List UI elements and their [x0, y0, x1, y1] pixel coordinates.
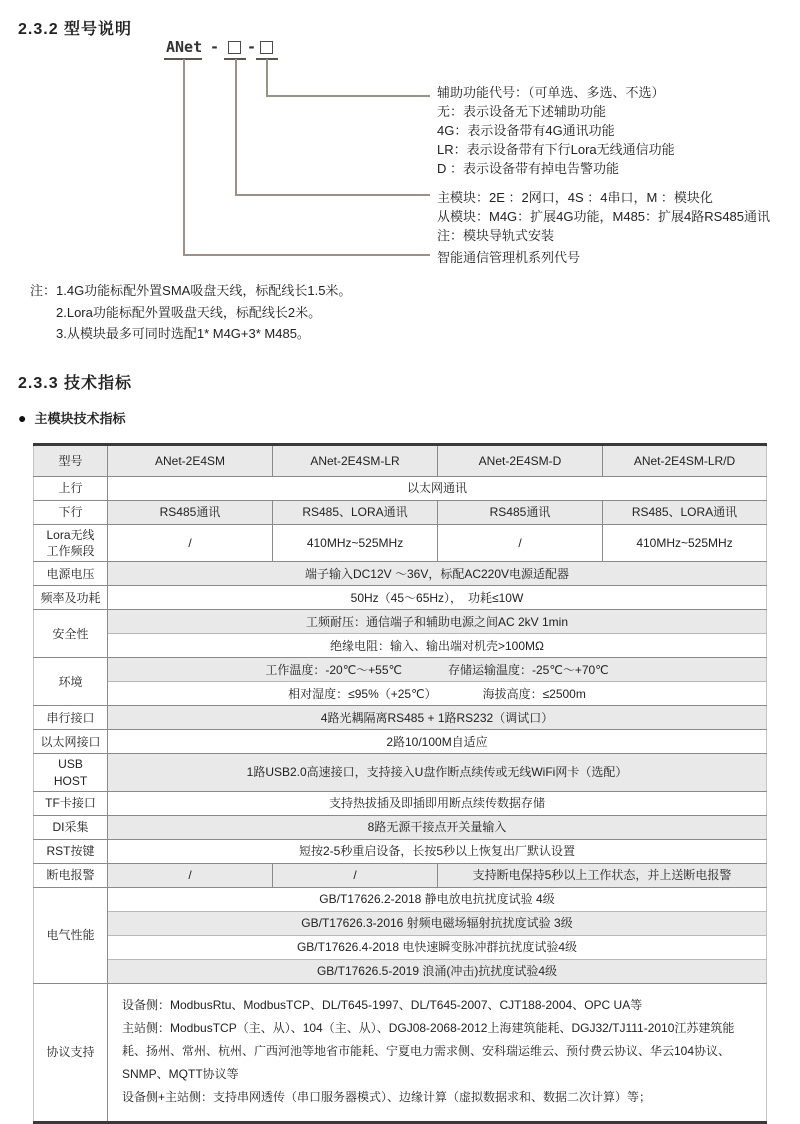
env-humidity: 相对湿度：≤95%（+25℃） [288, 686, 437, 701]
section-heading-specs: 2.3.3 技术指标 [18, 375, 133, 392]
safety-value-2: 绝缘电阻：输入、输出端对机壳>100MΩ [108, 634, 767, 658]
table-row-safety-1 [34, 610, 767, 634]
protocol-line-combined: 设备侧+主站侧：支持串网透传（串口服务器模式）、边缘计算（虚拟数据求和、数据二次计算）等； [122, 1089, 652, 1104]
env-altitude: 海拔高度：≤2500m [482, 686, 586, 701]
connector-vline-module [235, 59, 237, 195]
connector-hline-series [183, 254, 430, 256]
model-code-dash-2: - [247, 38, 257, 56]
table-row-di [34, 815, 767, 839]
table-row-downlink [34, 501, 767, 525]
spec-table [33, 443, 767, 1124]
table-row-usb [34, 754, 767, 791]
specs-subheading [18, 408, 125, 427]
callout-aux-functions [437, 83, 675, 178]
table-row-lora-band [34, 525, 767, 562]
model-code-prefix: ANet [166, 38, 203, 56]
uplink-value: 以太网通讯 [108, 477, 767, 501]
connector-hline-module [235, 194, 430, 196]
row-label-downlink: 下行 [34, 501, 108, 525]
lora-cell-3: / [438, 525, 603, 562]
callout-aux-line-3: 4G：表示设备带有4G通讯功能 [437, 123, 615, 138]
power-value: 端子输入DC12V ～36V，标配AC220V电源适配器 [108, 562, 767, 586]
environment-value-2 [108, 682, 767, 706]
table-row-ethernet [34, 730, 767, 754]
lora-label-line-2: 工作频段 [46, 544, 95, 559]
frequency-value: 50Hz（45～65Hz）， 功耗≤10W [108, 586, 767, 610]
tf-value: 支持热拔插及即插即用断点续传数据存储 [108, 791, 767, 815]
table-row-serial [34, 706, 767, 730]
table-row-frequency [34, 586, 767, 610]
protocol-value [108, 983, 767, 1122]
section-heading-model: 2.3.2 型号说明 [18, 21, 133, 38]
table-row-emc-1 [34, 887, 767, 911]
callout-aux-line-4: LR：表示设备带有下行Lora无线通信功能 [437, 142, 675, 157]
model-cell-2: ANet-2E4SM-LR [273, 445, 438, 477]
model-code-box-2 [260, 41, 273, 54]
row-label-tf: TF卡接口 [34, 791, 108, 815]
row-label-serial: 串行接口 [34, 706, 108, 730]
table-row-protocol [34, 983, 767, 1122]
callout-aux-line-2: 无：表示设备无下述辅助功能 [437, 104, 607, 119]
rst-value: 短按2-5秒重启设备，长按5秒以上恢复出厂默认设置 [108, 839, 767, 863]
row-label-usb: USB HOST [34, 754, 108, 791]
table-row-rst [34, 839, 767, 863]
table-row-emc-3 [34, 935, 767, 959]
note-line-2: 2.Lora功能标配外置吸盘天线，标配线长2米。 [56, 304, 322, 320]
row-label-uplink: 上行 [34, 477, 108, 501]
lora-cell-2: 410MHz~525MHz [273, 525, 438, 562]
lora-cell-1: / [108, 525, 273, 562]
downlink-cell-2: RS485、LORA通讯 [273, 501, 438, 525]
table-row-environment-1 [34, 658, 767, 682]
row-label-frequency: 频率及功耗 [34, 586, 108, 610]
table-row-uplink [34, 477, 767, 501]
environment-value-1 [108, 658, 767, 682]
table-row-environment-2 [34, 682, 767, 706]
table-row-power [34, 562, 767, 586]
bullet-icon: ● [18, 409, 27, 426]
table-row-tf [34, 791, 767, 815]
downlink-cell-3: RS485通讯 [438, 501, 603, 525]
emc-value-1: GB/T17626.2-2018 静电放电抗扰度试验 4级 [108, 887, 767, 911]
safety-value-1: 工频耐压：通信端子和辅助电源之间AC 2kV 1min [108, 610, 767, 634]
model-cell-4: ANet-2E4SM-LR/D [603, 445, 767, 477]
connector-hline-aux [266, 95, 430, 97]
downlink-cell-1: RS485通讯 [108, 501, 273, 525]
connector-vline-aux [266, 59, 268, 96]
row-label-ethernet: 以太网接口 [34, 730, 108, 754]
row-label-emc: 电气性能 [34, 887, 108, 983]
callout-aux-line-5: D ：表示设备带有掉电告警功能 [437, 161, 620, 176]
callout-series: 智能通信管理机系列代号 [437, 250, 581, 265]
callout-module-line-3: 注：模块导轨式安装 [437, 228, 555, 243]
callout-module-line-2: 从模块：M4G：扩展4G功能，M485：扩展4路RS485通讯 [437, 209, 771, 224]
table-row-emc-2 [34, 911, 767, 935]
row-label-di: DI采集 [34, 815, 108, 839]
note-line-3: 3.从模块最多可同时选配1* M4G+3* M485。 [56, 326, 310, 341]
model-cell-1: ANet-2E4SM [108, 445, 273, 477]
serial-value: 4路光耦隔离RS485 + 1路RS232（调试口） [108, 706, 767, 730]
row-label-power-alarm: 断电报警 [34, 863, 108, 887]
power-alarm-cell-2: / [273, 863, 438, 887]
ethernet-value: 2路10/100M自适应 [108, 730, 767, 754]
protocol-line-device: 设备侧：ModbusRtu、ModbusTCP、DL/T645-1997、DL/T645-2007、CJT188-2004、OPC UA等 [122, 997, 643, 1012]
emc-value-4: GB/T17626.5-2019 浪涌(冲击)抗扰度试验4级 [108, 959, 767, 983]
env-work-temp: 工作温度：-20℃～+55℃ [265, 662, 402, 677]
note-line-1: 注：1.4G功能标配外置SMA吸盘天线，标配线长1.5米。 [30, 283, 352, 298]
row-label-environment: 环境 [34, 658, 108, 706]
row-label-safety: 安全性 [34, 610, 108, 658]
row-label-rst: RST按键 [34, 839, 108, 863]
model-code-box-1 [228, 41, 241, 54]
model-cell-3: ANet-2E4SM-D [438, 445, 603, 477]
callout-aux-line-1: 辅助功能代号：（可单选、多选、不选） [437, 85, 665, 100]
lora-label-line-1: Lora无线 [46, 528, 95, 542]
callout-module-line-1: 主模块：2E ：2网口，4S ：4串口，M ：模块化 [437, 190, 713, 205]
usb-value: 1路USB2.0高速接口，支持接入U盘作断点续传或无线WiFi网卡（选配） [108, 754, 767, 791]
model-notes [30, 280, 351, 345]
downlink-cell-4: RS485、LORA通讯 [603, 501, 767, 525]
env-storage-temp: 存储运输温度：-25℃～+70℃ [448, 662, 609, 677]
specs-subheading-label: 主模块技术指标 [34, 411, 126, 426]
row-label-protocol: 协议支持 [34, 983, 108, 1122]
table-row-safety-2 [34, 634, 767, 658]
emc-value-3: GB/T17626.4-2018 电快速瞬变脉冲群抗扰度试验4级 [108, 935, 767, 959]
table-row-power-alarm [34, 863, 767, 887]
table-row-emc-4 [34, 959, 767, 983]
emc-value-2: GB/T17626.3-2016 射频电磁场辐射抗扰度试验 3级 [108, 911, 767, 935]
lora-cell-4: 410MHz~525MHz [603, 525, 767, 562]
power-alarm-cell-1: / [108, 863, 273, 887]
table-row-model [34, 445, 767, 477]
callout-module [437, 188, 770, 245]
connector-vline-series [183, 59, 185, 255]
di-value: 8路无源干接点开关量输入 [108, 815, 767, 839]
row-label-lora-band [34, 525, 108, 562]
protocol-line-master: 主站侧：ModbusTCP（主、从）、104（主、从）、DGJ08-2068-2012上海建筑能耗、DGJ32/TJ111-2010江苏建筑能耗、扬州、常州、杭州、广西河池等地省市能耗、宁夏电力需求侧、安科瑞运维云、预付费云协议、华云104协议、SNMP、MQTT协议等 [122, 1020, 735, 1081]
row-label-model: 型号 [34, 445, 108, 477]
power-alarm-cell-34: 支持断电保持5秒以上工作状态，并上送断电报警 [438, 863, 767, 887]
model-code-dash-1: - [210, 38, 220, 56]
row-label-power: 电源电压 [34, 562, 108, 586]
